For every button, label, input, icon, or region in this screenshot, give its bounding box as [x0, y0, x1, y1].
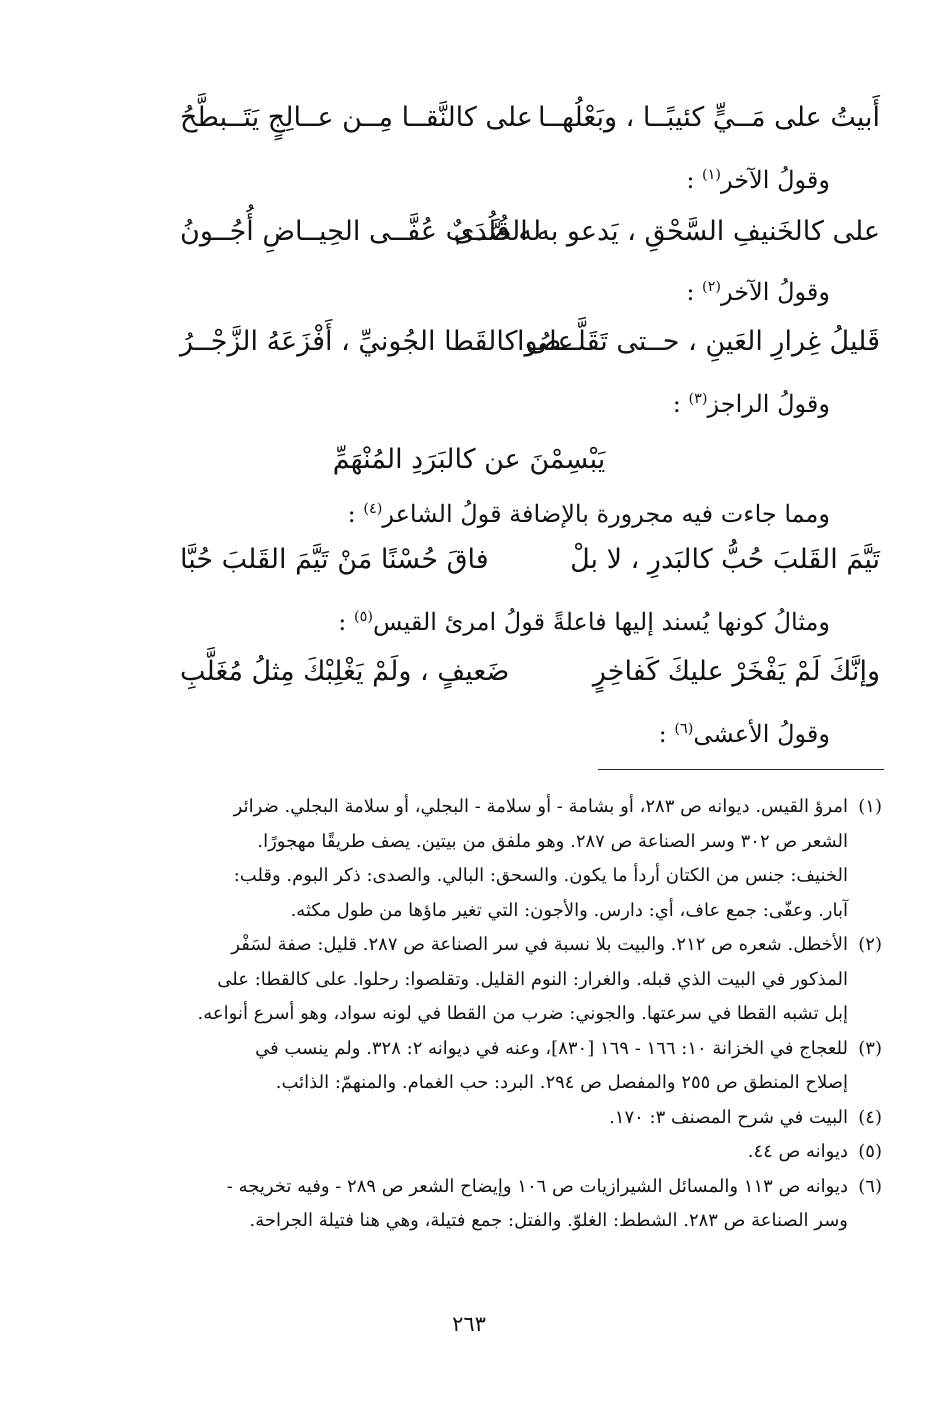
- footnote-4: (٤)البيت في شرح المصنف ٣: ١٧٠.: [172, 1101, 882, 1136]
- intro-line-6: وقولُ الأعشى$^{(٦)}$ :: [658, 720, 830, 748]
- footnote-number: (٢): [858, 934, 882, 955]
- verse-1-second-hemistich: على كالنَّقــا مِــن عــالِجٍ يَتَــبطَّحُ: [180, 102, 533, 133]
- footnote-number: (٣): [858, 1037, 882, 1059]
- rajaz-verse: يَبْسِمْنَ عن كالبَرَدِ المُنْهَمِّ: [332, 444, 606, 475]
- verse-5-first-hemistich: وإنَّكَ لَمْ يَفْخَرْ عليكَ كَفاخِرٍ: [592, 656, 880, 687]
- verse-3-first-hemistich: قَليلُ غِرارِ العَينِ ، حــتى تَقَلَّــصُوا: [516, 326, 880, 357]
- footnote-ref-1[interactable]: (١): [702, 167, 722, 183]
- verse-2-second-hemistich: له قُلُــبٌ عُفَّــى الحِيــاضِ أُجُــونُ: [180, 216, 542, 247]
- footnote-number: (١): [858, 796, 882, 817]
- footnote-number: (٥): [858, 1141, 882, 1162]
- intro-line-3: وقولُ الراجز$^{(٣)}$ :: [672, 390, 830, 418]
- verse-2-first-hemistich: على كالخَنيفِ السَّحْقِ ، يَدعو به الصَّدَى: [453, 216, 880, 247]
- footnote-6: (٦)ديوانه ص ١١٣ والمسائل الشيرازيات ص ١٠٦ وإيضاح الشعر ص ٢٨٩ - وفيه تخريجه - وسر الصناعة ص ٢٨٣. الشطط: الغلوّ. والفتل: جمع فتيلة، وهي هنا فتيلة الجراحة.: [172, 1170, 882, 1239]
- intro-line-5: ومثالُ كونها يُسند إليها فاعلةً قولُ امرئ القيس$^{(٥)}$ :: [338, 608, 830, 636]
- footnote-3: (٣)للعجاج في الخزانة ١٠: ١٦٦ - ١٦٩ [٨٣٠]، وعنه في ديوانه ٢: ٣٢٨. ولم ينسب في إصلاح المنطق ص ٢٥٥ والمفصل ص ٢٩٤. البرد: حب الغمام. والمنهمّ: الذائب.: [172, 1032, 882, 1101]
- footnote-ref-5[interactable]: (٥): [354, 609, 374, 625]
- footnote-5: (٥)ديوانه ص ٤٤.: [172, 1135, 882, 1170]
- footnote-ref-3[interactable]: (٣): [688, 391, 708, 407]
- intro-line-4: ومما جاءت فيه مجرورة بالإضافة قولُ الشاعر$^{(٤)}$ :: [347, 500, 830, 528]
- footnote-1: (١)امرؤ القيس. ديوانه ص ٢٨٣، أو بشامة - أو سلامة - البجلي، أو سلامة البجلي. ضرائر الشعر ص ٣٠٢ وسر الصناعة ص ٢٨٧. وهو ملفق من بيتين. يصف طريقًا مهجورًا. الخنيف: جنس من الكتان أردأ ما يكون. والسحق: البالي. والصدى: ذكر البوم. وقلب: آبار. وعفّى: جمع عاف، أي: دارس. والأجون: التي تغير ماؤها من طول مكثه.: [172, 790, 882, 928]
- footnote-separator: [598, 769, 884, 770]
- verse-1-first-hemistich: أَبيتُ على مَــيٍّ كئيبًــا ، وبَعْلُهــا: [538, 102, 880, 133]
- footnote-2: (٢)الأخطل. شعره ص ٢١٢. والبيت بلا نسبة في سر الصناعة ص ٢٨٧. قليل: صفة لسَفْر المذكور في البيت الذي قبله. والغرار: النوم القليل. وتقلصوا: رحلوا. على كالقطا: على إبل تشبه القطا في سرعتها. والجوني: ضرب من القطا في لونه سواد، وهو أسرع أنواعه.: [172, 928, 882, 1032]
- verse-4-second-hemistich: فاقَ حُسْنًا مَنْ تَيَّمَ القَلبَ حُبَّا: [180, 544, 489, 575]
- footnote-ref-6[interactable]: (٦): [674, 721, 694, 737]
- intro-line-1: وقولُ الآخر$^{(١)}$ :: [686, 166, 830, 194]
- verse-5-second-hemistich: ضَعيفٍ ، ولَمْ يَغْلِبْكَ مِثلُ مُغَلَّبِ: [180, 656, 510, 687]
- verse-4-first-hemistich: تَيَّمَ القَلبَ حُبُّ كالبَدرِ ، لا بلْ: [570, 544, 880, 575]
- verse-3-second-hemistich: على كالقَطا الجُونيِّ ، أَفْزَعَهُ الزَّجْــرُ: [180, 326, 574, 357]
- footnote-ref-4[interactable]: (٤): [363, 501, 383, 517]
- intro-line-2: وقولُ الآخر$^{(٢)}$ :: [686, 278, 830, 306]
- footnote-number: (٦): [858, 1175, 882, 1197]
- footnote-ref-2[interactable]: (٢): [702, 279, 722, 295]
- footnotes: [172, 790, 882, 1239]
- footnote-number: (٤): [858, 1106, 882, 1128]
- page-number: ٢٦٣: [452, 1312, 486, 1336]
